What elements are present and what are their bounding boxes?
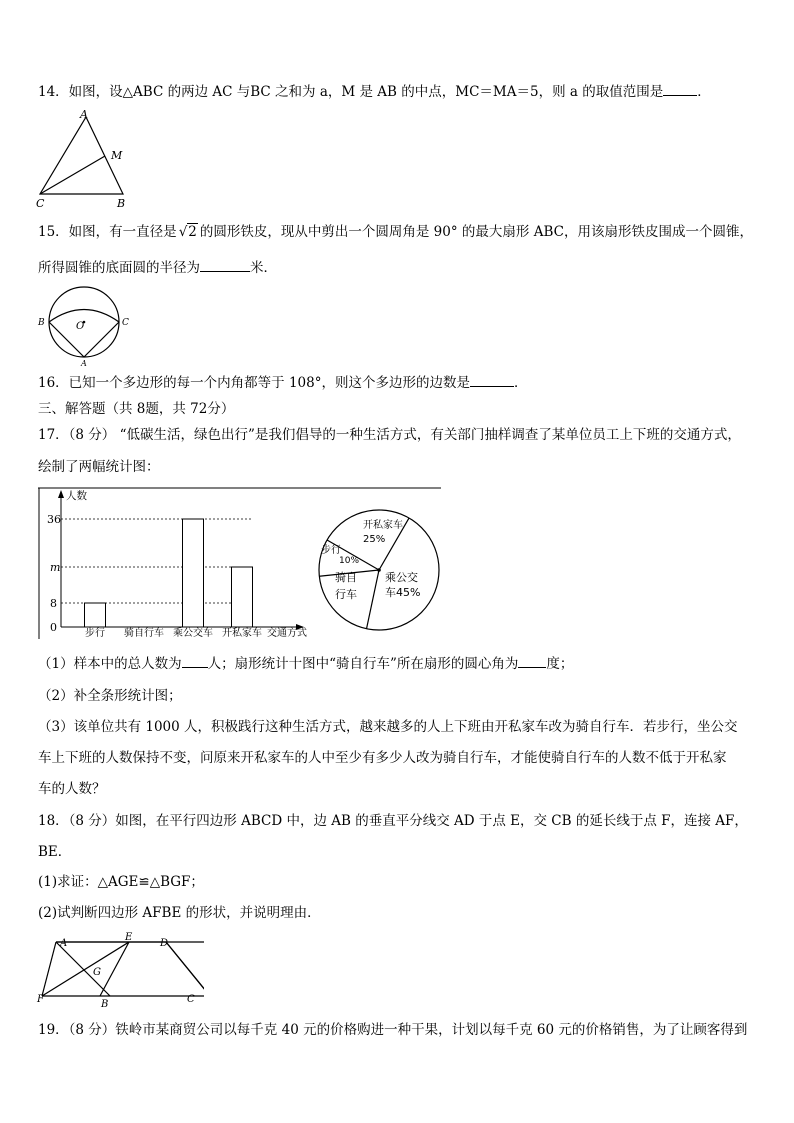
- q17-sub3-line2: 车上下班的人数保持不变，问原来开私家车的人中至少有多少人改为骑自行车，才能使骑自行车的人数不低于开私家: [38, 750, 727, 766]
- q17-line2: 绘制了两幅统计图：: [38, 459, 160, 475]
- bar-chart-xlabel: 交通方式: [267, 628, 307, 639]
- q17-sub3-line3: 车的人数？: [38, 781, 106, 797]
- q15-label-c: C: [122, 318, 129, 328]
- q18-label-d: D: [160, 938, 169, 949]
- q18-label-b: B: [101, 999, 109, 1010]
- q14-label-b: B: [117, 197, 126, 210]
- bar-y-tick-label: 0: [50, 621, 57, 634]
- pie-label-bike-top: 骑自: [335, 571, 357, 584]
- bar-2: [183, 519, 204, 627]
- bar-category-label: 骑自行车: [124, 628, 164, 639]
- q17-line1: 17．（8 分） “低碳生活，绿色出行”是我们倡导的一种生活方式，有关部门抽样调查了某单位员工上下班的交通方式，: [38, 427, 741, 443]
- q15-label-a: A: [81, 359, 87, 368]
- bar-y-tick-label: 36: [47, 513, 61, 526]
- bar-3: [232, 567, 253, 627]
- q15-circle-figure: [34, 282, 134, 368]
- bar-chart-ylabel: 人数: [66, 490, 87, 502]
- q19-line1: 19．（8 分）铁岭市某商贸公司以每千克 40 元的价格购进一种干果，计划以每千克 60 元的价格销售，为了让顾客得到: [38, 1022, 748, 1038]
- bar-0: [85, 603, 106, 627]
- q18-label-a: A: [60, 938, 68, 949]
- pie-chart: [314, 505, 444, 635]
- pie-label-walk-name: 步行: [321, 545, 341, 556]
- q14-label-a: A: [80, 108, 88, 121]
- bar-category-label: 开私家车: [222, 628, 262, 639]
- pie-label-bus-name: 乘公交: [385, 571, 418, 584]
- pie-slice-boundary: [367, 570, 379, 629]
- q15-line2: 所得圆锥的底面圆的半径为 米．: [38, 260, 277, 276]
- q14-label-c: C: [36, 197, 45, 210]
- q18-sub2: (2)试判断四边形 AFBE 的形状，并说明理由．: [38, 905, 321, 921]
- q17-angle-blank[interactable]: [518, 655, 546, 668]
- q18-sub1: (1)求证：△AGE≌△BGF；: [38, 874, 204, 890]
- pie-label-car-name: 开私家车: [363, 520, 403, 531]
- q15-label-b: B: [38, 318, 45, 328]
- q18-line2: BE．: [38, 844, 72, 860]
- pie-label-bus-pct: 车45%: [385, 586, 421, 599]
- q15-line1: 15．如图，有一直径是 √2 的圆形铁皮，现从中剪出一个圆周角是 90° 的最大扇形 ABC，用该扇形铁皮围成一个圆锥，: [38, 224, 753, 240]
- q17-sub1: （1）样本中的总人数为 人；扇形统计十图中“骑自行车”所在扇形的圆心角为 度；: [38, 656, 574, 672]
- q15-label-o: O: [76, 321, 85, 332]
- q16-text: 16．已知一个多边形的每一个内角都等于 108°，则这个多边形的边数是 ．: [38, 375, 528, 391]
- bar-y-tick-label: m: [50, 561, 61, 574]
- q18-label-c: C: [187, 994, 195, 1005]
- bar-category-label: 乘公交车: [173, 628, 213, 639]
- q14-text: 14．如图，设△ABC 的两边 AC 与BC 之和为 a，M 是 AB 的中点，MC＝MA＝5，则 a 的取值范围是 ．: [38, 84, 711, 100]
- bar-y-tick-label: 8: [50, 597, 57, 610]
- q14-label-m: M: [111, 149, 123, 162]
- q17-sub2: （2）补全条形统计图；: [38, 688, 182, 704]
- pie-label-bike-bottom: 行车: [335, 588, 357, 601]
- q18-label-f: F: [37, 994, 44, 1005]
- q17-sub3-line1: （3）该单位共有 1000 人，积极践行这种生活方式，越来越多的人上下班由开私家车改为骑自行车．若步行，坐公交: [38, 719, 738, 735]
- section-3-title: 三、解答题（共 8题，共 72分）: [38, 401, 235, 417]
- q14-triangle-figure: [34, 108, 134, 210]
- pie-label-car-pct: 25%: [363, 534, 386, 545]
- q18-label-e: E: [125, 932, 133, 943]
- pie-center: [377, 568, 381, 572]
- pie-label-walk-pct: 10%: [339, 556, 360, 566]
- q18-line1: 18．（8 分）如图，在平行四边形 ABCD 中，边 AB 的垂直平分线交 AD 于点 E，交 CB 的延长线于点 F，连接 AF，: [38, 813, 748, 829]
- q17-total-blank[interactable]: [182, 655, 208, 668]
- q18-parallelogram-figure: [34, 930, 204, 1010]
- sqrt-symbol: √2: [178, 224, 197, 240]
- q15-answer-blank[interactable]: [200, 259, 250, 272]
- q14-answer-blank[interactable]: [663, 83, 697, 96]
- q18-label-g: G: [93, 967, 101, 978]
- bar-category-label: 步行: [85, 628, 105, 639]
- q16-answer-blank[interactable]: [470, 374, 514, 387]
